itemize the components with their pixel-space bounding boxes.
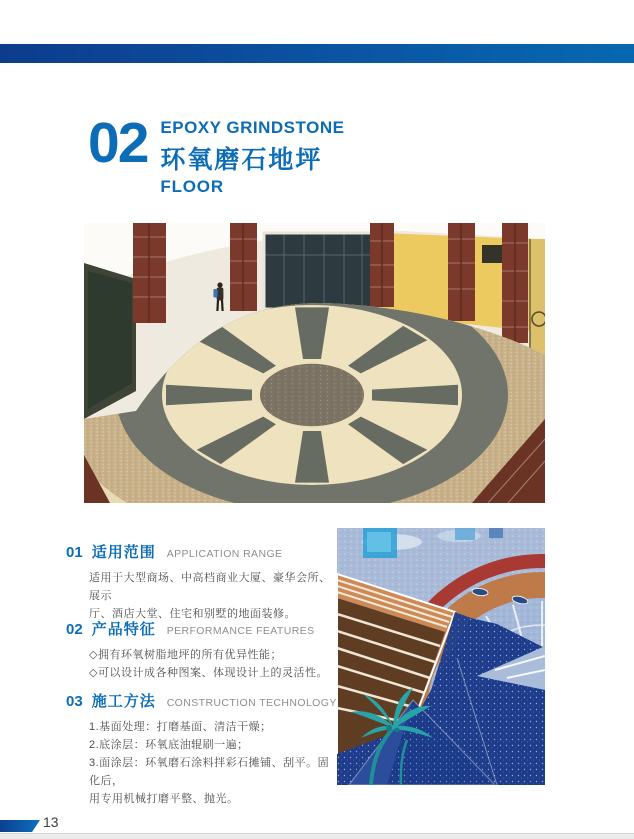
section-number: 01 [66, 544, 83, 561]
section-body [89, 646, 334, 682]
section-heading [66, 690, 337, 711]
chapter-subtitle-en: FLOOR [160, 177, 224, 196]
chapter-header [88, 111, 345, 197]
section-construction-technology [66, 690, 337, 808]
body-line: ◇可以设计成各种图案、体现设计上的灵活性。 [89, 667, 328, 679]
top-gradient-bar [0, 44, 634, 63]
section-title-en: APPLICATION RANGE [166, 548, 283, 560]
main-photo-atrium-terrazzo-floor [84, 223, 545, 503]
section-performance-features [66, 618, 334, 682]
body-line: 用专用机械打磨平整、抛光。 [89, 793, 239, 805]
section-title-en: PERFORMANCE FEATURES [166, 625, 315, 637]
section-title-zh: 适用范围 [91, 544, 156, 561]
chapter-titles [160, 116, 344, 197]
section-number: 02 [66, 621, 83, 638]
section-number: 03 [66, 693, 83, 710]
body-line: ◇拥有环氧树脂地坪的所有优异性能； [89, 649, 282, 661]
section-title-zh: 施工方法 [91, 693, 156, 710]
page-number: 13 [43, 814, 59, 830]
bottom-edge-strip [0, 833, 634, 839]
section-heading [66, 541, 334, 562]
section-body [89, 718, 334, 808]
section-application-range [66, 541, 334, 623]
body-line: 1.基面处理：打磨基面、清洁干燥； [89, 721, 272, 733]
section-body [89, 569, 334, 623]
body-line: 适用于大型商场、中高档商业大厦、豪华会所、展示 [89, 572, 331, 602]
section-heading [66, 618, 334, 639]
chapter-title-zh: 环氧磨石地坪 [160, 146, 323, 174]
body-line: 3.面涂层：环氧磨石涂料拌彩石摊铺、刮平。固化后， [89, 757, 330, 787]
footer-accent-slab [0, 820, 40, 832]
chapter-number: 02 [88, 111, 148, 175]
body-line: 厅、酒店大堂、住宅和别墅的地面装修。 [89, 608, 296, 620]
secondary-photo-blue-terrazzo-palm-floor [337, 528, 545, 785]
section-title-zh: 产品特征 [91, 621, 156, 638]
section-title-en: CONSTRUCTION TECHNOLOGY [166, 697, 337, 709]
chapter-title-en: EPOXY GRINDSTONE [160, 118, 345, 137]
body-line: 2.底涂层：环氧底油辊刷一遍； [89, 739, 249, 751]
